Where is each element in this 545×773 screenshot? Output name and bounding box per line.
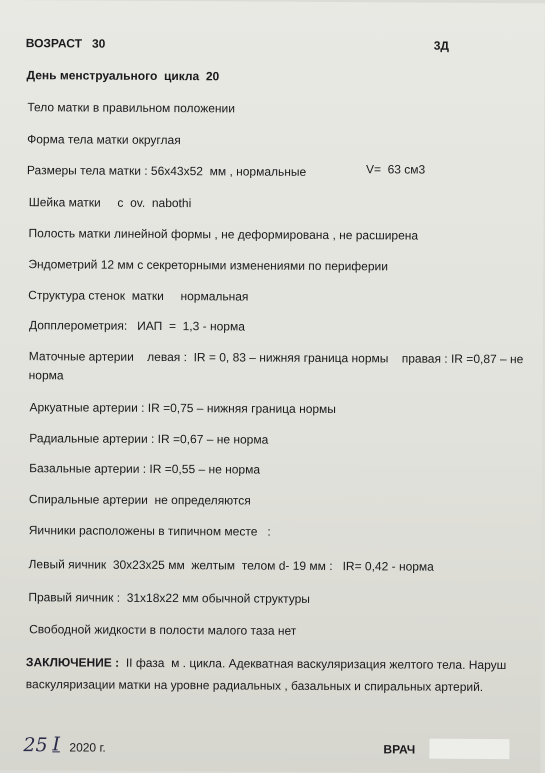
free-fluid: Свободной жидкости в полости малого таза нет bbox=[29, 622, 297, 638]
uterine-arteries: Маточные артерии левая : IR = 0, 83 – нижняя граница нормы правая : IR =0,87 – не bbox=[28, 349, 524, 367]
right-ovary: Правый яичник : 31x18x22 мм обычной структуры bbox=[28, 590, 310, 606]
conclusion-label: ЗАКЛЮЧЕНИЕ : bbox=[25, 655, 120, 670]
doctor-label: ВРАЧ bbox=[383, 742, 416, 757]
cycle-day: День менструального цикла 20 bbox=[26, 68, 220, 84]
uterus-size: Размеры тела матки : 56x43x52 мм , нормальные bbox=[26, 163, 307, 179]
uterus-position: Тело матки в правильном положении bbox=[27, 100, 235, 116]
ovaries: Яичники расположены в типичном месте : bbox=[28, 523, 271, 539]
printed-date: 2020 г. bbox=[69, 740, 106, 755]
conclusion-line-2: васкуляризации матки на уровне радиальных , базальных и спиральных артерий. bbox=[25, 677, 484, 694]
radial-arteries: Радиальные артерии : IR =0,67 – не норма bbox=[29, 431, 269, 447]
dopplerometry: Допплерометрия: ИАП = 1,3 - норма bbox=[28, 318, 245, 334]
handwritten-day: 25 bbox=[23, 734, 48, 757]
uterus-volume: V= 63 см3 bbox=[365, 162, 426, 177]
signature-area bbox=[429, 739, 509, 759]
handwritten-month: I bbox=[52, 733, 61, 756]
wall-structure: Структура стенок матки нормальная bbox=[28, 288, 249, 304]
left-ovary: Левый яичник 30x23x25 мм желтым телом d- 19 мм : IR= 0,42 - норма bbox=[28, 557, 434, 574]
conclusion-text-1: II фаза м . цикла. Адекватная васкуляризация желтого тела. Наруш bbox=[119, 655, 507, 673]
endometrium: Эндометрий 12 мм с секреторными изменениями по периферии bbox=[28, 257, 388, 274]
cervix: Шейка матки с ov. nabothi bbox=[28, 195, 192, 211]
uterine-arteries-continued: норма bbox=[28, 368, 64, 383]
arcuate-arteries: Аркуатные артерии : IR =0,75 – нижняя граница нормы bbox=[29, 400, 336, 417]
exam-mode: 3Д bbox=[433, 38, 450, 53]
conclusion-line-1 bbox=[26, 655, 506, 672]
uterus-shape: Форма тела матки округлая bbox=[27, 132, 181, 148]
spiral-arteries: Спиральные артерии не определяются bbox=[28, 492, 251, 508]
uterine-cavity: Полость матки линейной формы , не деформирована , не расширена bbox=[28, 226, 419, 243]
basal-arteries: Базальные артерии : IR =0,55 – не норма bbox=[29, 461, 261, 477]
age-field: ВОЗРАСТ 30 bbox=[25, 36, 106, 51]
